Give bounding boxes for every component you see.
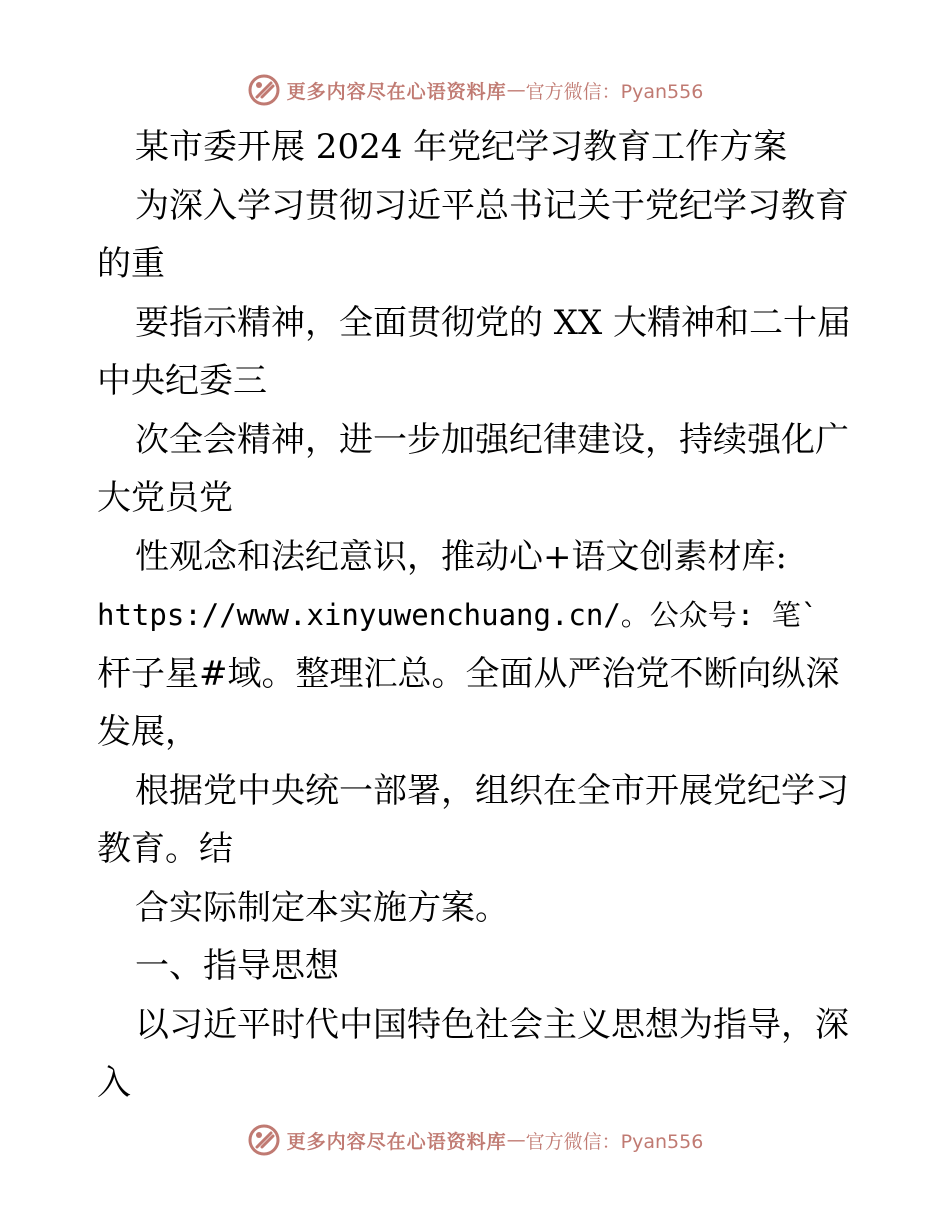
text-line: 入: [97, 1063, 131, 1103]
brand-logo-icon: [247, 73, 281, 107]
text-line: 根据党中央统一部署，组织在全市开展党纪学习: [135, 770, 849, 811]
section-heading: 一、指导思想: [135, 946, 339, 986]
document-title: 某市委开展 2024 年党纪学习教育工作方案: [135, 127, 788, 167]
text-line: 性观念和法纪意识，推动心+语文创素材库:: [135, 536, 787, 577]
text-line: 中央纪委三: [97, 361, 267, 401]
watermark-dash: —: [506, 1129, 526, 1151]
text-line: 要指示精神，全面贯彻党的 XX 大精神和二十届: [135, 302, 852, 343]
document-body: [97, 118, 857, 1113]
text-line: 为深入学习贯彻习近平总书记关于党纪学习教育: [135, 185, 849, 226]
watermark-wechat: 官方微信：Pyan556: [525, 80, 704, 103]
brand-logo-icon: [247, 1123, 281, 1157]
text-line-url: https://www.xinyuwenchuang.cn/。公众号: 笔`: [97, 598, 819, 632]
text-line: 以习近平时代中国特色社会主义思想为指导，深: [135, 1004, 849, 1045]
text-line: 大党员党: [97, 478, 233, 518]
watermark-dash: —: [506, 79, 526, 101]
watermark-banner-bottom: [0, 1120, 950, 1160]
watermark-banner-top: [0, 70, 950, 110]
text-line: 教育。结: [97, 829, 233, 869]
text-line: 杆子星#域。整理汇总。全面从严治党不断向纵深: [97, 653, 840, 694]
watermark-wechat: 官方微信：Pyan556: [525, 1130, 704, 1153]
watermark-text: 更多内容尽在心语资料库: [286, 80, 507, 103]
text-line: 发展，: [97, 712, 199, 752]
watermark-text: 更多内容尽在心语资料库: [286, 1130, 507, 1153]
text-line: 的重: [97, 244, 165, 284]
text-line: 合实际制定本实施方案。: [135, 887, 509, 928]
text-line: 次全会精神，进一步加强纪律建设，持续强化广: [135, 419, 849, 460]
